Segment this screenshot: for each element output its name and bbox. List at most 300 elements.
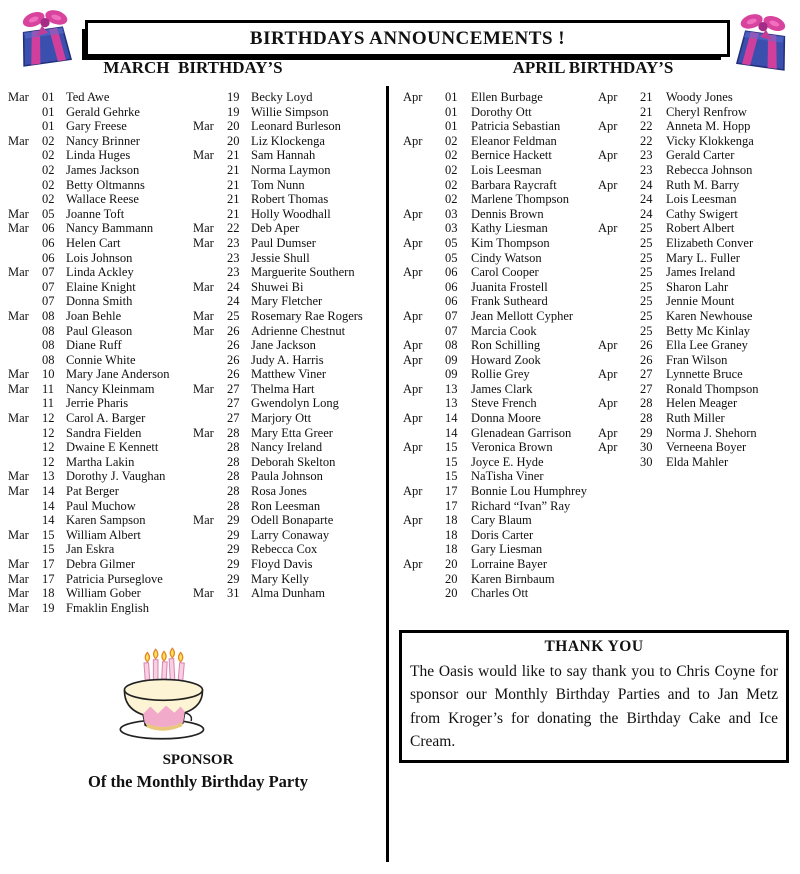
birthday-month (193, 367, 227, 382)
birthday-month (8, 105, 42, 120)
birthday-row (193, 528, 383, 543)
birthday-month: Mar (8, 469, 29, 484)
birthday-month: Apr (403, 440, 423, 455)
birthday-month (8, 251, 42, 266)
birthday-row (403, 251, 595, 266)
birthday-month: Mar (8, 527, 29, 542)
birthday-month: Mar (193, 323, 214, 338)
birthday-row (403, 426, 595, 441)
birthday-row (403, 440, 595, 455)
birthday-name: NaTisha Viner (471, 469, 544, 484)
birthday-month (403, 426, 445, 441)
birthday-day: 26 (227, 323, 240, 338)
birthday-month (403, 586, 445, 601)
birthday-month: Mar (193, 425, 214, 440)
birthday-month (8, 236, 42, 251)
birthday-month: Mar (8, 586, 29, 601)
birthday-day: 08 (445, 338, 458, 353)
birthday-day: 03 (445, 206, 458, 221)
birthday-month: Apr (598, 90, 618, 104)
birthday-name: Leonard Burleson (251, 119, 341, 134)
birthday-name: Gary Freese (66, 119, 127, 134)
birthday-row (8, 294, 190, 309)
birthday-row (598, 396, 796, 411)
birthday-row (403, 396, 595, 411)
birthday-month (403, 163, 445, 178)
birthday-name: Lois Leesman (471, 162, 542, 177)
birthday-month: Mar (8, 600, 29, 615)
birthday-name: Karen Sampson (66, 513, 146, 528)
birthday-row (193, 163, 383, 178)
birthday-name: Thelma Hart (251, 381, 315, 396)
birthday-name: Betty Mc Kinlay (666, 323, 751, 338)
birthday-day: 14 (445, 411, 458, 426)
birthday-day: 25 (640, 250, 653, 265)
birthday-month (193, 396, 227, 411)
birthday-row (8, 280, 190, 295)
birthday-day: 01 (445, 90, 458, 104)
birthday-row (403, 280, 595, 295)
birthday-month (193, 251, 227, 266)
birthday-row (598, 309, 796, 324)
birthday-name: Marcia Cook (471, 323, 537, 338)
birthday-name: Rebecca Cox (251, 542, 318, 557)
birthday-day: 02 (445, 133, 458, 148)
birthday-month (8, 324, 42, 339)
birthday-day: 02 (445, 148, 458, 163)
birthday-name: Betty Oltmanns (66, 177, 145, 192)
birthday-name: Paul Gleason (66, 323, 133, 338)
birthday-day: 22 (640, 133, 653, 148)
birthday-month (598, 163, 640, 178)
birthday-name: Mary Etta Greer (251, 425, 333, 440)
birthday-month: Mar (193, 586, 214, 601)
birthday-name: Dorothy J. Vaughan (66, 469, 166, 484)
birthday-day: 01 (445, 104, 458, 119)
page-title-box (85, 20, 730, 57)
birthday-row (8, 513, 190, 528)
birthday-month (193, 484, 227, 499)
birthday-month: Mar (8, 133, 29, 148)
thank-you-box (399, 630, 789, 763)
birthday-row (193, 90, 383, 105)
birthday-row (403, 148, 595, 163)
birthday-day: 08 (42, 338, 55, 353)
birthday-name: Cheryl Renfrow (666, 104, 747, 119)
birthday-day: 06 (445, 294, 458, 309)
birthday-name: Donna Smith (66, 294, 133, 309)
birthday-name: Glenadean Garrison (471, 425, 572, 440)
birthday-day: 27 (640, 381, 653, 396)
birthday-name: Patricia Sebastian (471, 119, 561, 134)
birthday-row (403, 572, 595, 587)
birthday-name: Deborah Skelton (251, 454, 336, 469)
birthday-day: 09 (445, 367, 458, 382)
birthday-day: 30 (640, 440, 653, 455)
birthday-row (8, 192, 190, 207)
birthday-row (8, 324, 190, 339)
birthday-month: Mar (193, 221, 214, 236)
birthday-row (598, 236, 796, 251)
birthday-name: Charles Ott (471, 586, 529, 601)
birthday-row (8, 411, 190, 426)
birthday-row (403, 542, 595, 557)
birthday-day: 25 (640, 294, 653, 309)
birthday-month (193, 192, 227, 207)
birthday-name: Marguerite Southern (251, 265, 355, 280)
birthday-month (8, 513, 42, 528)
birthday-day: 18 (445, 513, 458, 528)
birthday-name: Tom Nunn (251, 177, 305, 192)
birthday-month: Apr (598, 440, 618, 455)
birthday-day: 24 (640, 192, 653, 207)
birthday-day: 01 (42, 119, 55, 134)
birthday-row (403, 513, 595, 528)
birthday-name: Ellen Burbage (471, 90, 543, 104)
birthday-month (403, 542, 445, 557)
birthday-month (598, 236, 640, 251)
birthday-month (193, 294, 227, 309)
birthday-name: William Gober (66, 586, 141, 601)
birthday-row (403, 134, 595, 149)
birthday-name: Nancy Bammann (66, 221, 154, 236)
birthday-day: 29 (227, 527, 240, 542)
birthday-name: Sandra Fielden (66, 425, 142, 440)
birthday-name: Joyce E. Hyde (471, 454, 544, 469)
birthday-month: Apr (403, 352, 423, 367)
birthday-cake-icon (112, 642, 216, 744)
birthday-day: 02 (445, 192, 458, 207)
birthday-day: 09 (445, 352, 458, 367)
birthday-name: Rebecca Johnson (666, 162, 753, 177)
birthday-row (193, 280, 383, 295)
birthday-row (8, 178, 190, 193)
birthday-name: Jerrie Pharis (66, 396, 129, 411)
birthday-row (8, 382, 190, 397)
birthday-day: 24 (227, 294, 240, 309)
birthday-row (598, 353, 796, 368)
birthday-row (403, 265, 595, 280)
birthday-name: Dwaine E Kennett (66, 440, 159, 455)
birthday-row (403, 221, 595, 236)
birthday-name: Fran Wilson (666, 352, 728, 367)
birthday-day: 13 (42, 469, 55, 484)
birthday-name: Elda Mahler (666, 454, 729, 469)
birthday-month (8, 455, 42, 470)
birthday-row (403, 163, 595, 178)
birthday-name: Adrienne Chestnut (251, 323, 346, 338)
birthday-month (193, 440, 227, 455)
birthday-name: Rosemary Rae Rogers (251, 308, 363, 323)
birthday-month: Apr (598, 119, 618, 134)
birthday-month (193, 542, 227, 557)
birthday-name: Matthew Viner (251, 367, 327, 382)
birthday-row (193, 396, 383, 411)
birthday-day: 20 (227, 119, 240, 134)
birthday-day: 07 (42, 279, 55, 294)
birthday-name: Nancy Brinner (66, 133, 140, 148)
birthday-day: 21 (227, 177, 240, 192)
birthday-name: Bonnie Lou Humphrey (471, 484, 587, 499)
birthday-name: Holly Woodhall (251, 206, 331, 221)
birthday-day: 18 (445, 527, 458, 542)
birthday-row (193, 484, 383, 499)
birthday-day: 24 (227, 279, 240, 294)
birthday-row (403, 105, 595, 120)
birthday-row (193, 469, 383, 484)
birthday-day: 23 (640, 162, 653, 177)
birthday-month: Mar (8, 557, 29, 571)
birthday-name: Karen Birnbaum (471, 571, 555, 586)
birthday-row (403, 236, 595, 251)
birthday-day: 22 (640, 119, 653, 134)
birthday-day: 21 (227, 206, 240, 221)
birthday-day: 29 (227, 571, 240, 586)
birthday-month (403, 396, 445, 411)
birthday-day: 28 (227, 484, 240, 499)
birthday-month (403, 499, 445, 514)
birthday-row (403, 499, 595, 514)
birthday-name: Helen Cart (66, 235, 121, 250)
birthday-row (403, 90, 595, 105)
birthday-row (8, 134, 190, 149)
birthday-month (8, 178, 42, 193)
birthday-month: Apr (403, 133, 423, 148)
birthday-row (8, 469, 190, 484)
birthday-name: Bernice Hackett (471, 148, 552, 163)
birthday-month (598, 411, 640, 426)
birthday-row (193, 382, 383, 397)
birthday-row (193, 309, 383, 324)
birthday-day: 02 (445, 177, 458, 192)
birthday-row (598, 324, 796, 339)
birthday-day: 21 (227, 148, 240, 163)
birthday-row (193, 367, 383, 382)
birthday-row (8, 251, 190, 266)
birthday-month (8, 294, 42, 309)
birthday-month: Mar (8, 221, 29, 236)
birthday-row (8, 221, 190, 236)
birthday-name: Veronica Brown (471, 440, 553, 455)
birthday-month (403, 105, 445, 120)
thank-you-body: The Oasis would like to say thank you to Chris Coyne for sponsor our Monthly Birthday Parties and to Jan Metz from Kroger’s for donating the Birthday Cake and Ice Cream. (410, 663, 778, 750)
birthday-day: 29 (227, 557, 240, 571)
birthday-day: 05 (42, 206, 55, 221)
birthday-day: 24 (640, 177, 653, 192)
birthday-month (8, 338, 42, 353)
birthday-month (193, 455, 227, 470)
birthday-name: Nancy Ireland (251, 440, 323, 455)
birthday-row (8, 542, 190, 557)
birthday-row (8, 499, 190, 514)
birthday-month (598, 105, 640, 120)
march-heading: MARCH BIRTHDAY’S (103, 58, 283, 77)
birthday-row (8, 572, 190, 587)
birthday-day: 07 (42, 294, 55, 309)
birthday-day: 25 (640, 235, 653, 250)
birthday-name: Paula Johnson (251, 469, 323, 484)
birthday-day: 20 (445, 571, 458, 586)
birthday-day: 21 (640, 104, 653, 119)
birthday-name: Ella Lee Graney (666, 338, 748, 353)
birthday-month (598, 207, 640, 222)
birthday-day: 11 (42, 381, 55, 396)
birthday-row (598, 367, 796, 382)
birthday-name: Fmaklin English (66, 600, 149, 615)
birthday-month (193, 178, 227, 193)
birthday-row (193, 265, 383, 280)
birthday-month (598, 382, 640, 397)
birthday-name: Rosa Jones (251, 484, 307, 499)
birthday-name: Jan Eskra (66, 542, 115, 557)
birthday-month: Apr (403, 338, 423, 353)
birthday-day: 10 (42, 367, 55, 382)
birthday-name: Diane Ruff (66, 338, 122, 353)
birthday-month: Apr (403, 206, 423, 221)
birthday-name: Juanita Frostell (471, 279, 548, 294)
birthday-row (193, 586, 383, 601)
birthday-day: 01 (42, 104, 55, 119)
birthday-name: Cathy Swigert (666, 206, 738, 221)
birthday-name: Paul Muchow (66, 498, 136, 513)
birthday-name: Lois Leesman (666, 192, 737, 207)
birthday-row (403, 586, 595, 601)
birthday-month: Mar (8, 411, 29, 426)
birthday-name: Floyd Davis (251, 557, 313, 571)
birthday-day: 30 (640, 454, 653, 469)
birthday-row (403, 353, 595, 368)
birthday-day: 06 (42, 221, 55, 236)
birthday-row (8, 557, 190, 572)
birthday-row (193, 440, 383, 455)
birthday-row (193, 542, 383, 557)
birthday-row (193, 105, 383, 120)
birthday-name: Jennie Mount (666, 294, 735, 309)
birthday-month (8, 396, 42, 411)
birthday-day: 23 (227, 250, 240, 265)
birthday-month (598, 324, 640, 339)
birthday-day: 15 (445, 469, 458, 484)
birthday-name: Lynnette Bruce (666, 367, 743, 382)
birthday-name: Frank Sutheard (471, 294, 548, 309)
birthday-day: 21 (640, 90, 653, 104)
birthday-row (8, 119, 190, 134)
birthday-day: 02 (42, 177, 55, 192)
birthday-name: Jane Jackson (251, 338, 316, 353)
birthday-name: Mary Fletcher (251, 294, 323, 309)
birthday-month (403, 294, 445, 309)
birthday-day: 07 (42, 265, 55, 280)
birthday-row (598, 192, 796, 207)
birthday-day: 27 (227, 411, 240, 426)
birthday-row (8, 440, 190, 455)
birthday-name: Ted Awe (66, 90, 110, 104)
birthday-day: 15 (42, 527, 55, 542)
birthday-month (193, 572, 227, 587)
birthday-name: Martha Lakin (66, 454, 135, 469)
birthday-name: Wallace Reese (66, 192, 139, 207)
birthday-row (8, 353, 190, 368)
birthday-row (193, 411, 383, 426)
birthday-name: Mary L. Fuller (666, 250, 740, 265)
birthday-day: 14 (42, 484, 55, 499)
birthday-day: 29 (227, 513, 240, 528)
birthday-day: 02 (42, 192, 55, 207)
birthday-name: Ruth M. Barry (666, 177, 740, 192)
birthday-day: 20 (445, 557, 458, 571)
birthday-row (598, 148, 796, 163)
birthday-name: Joanne Toft (66, 206, 125, 221)
birthday-name: Alma Dunham (251, 586, 325, 601)
birthday-name: Lorraine Bayer (471, 557, 548, 571)
birthday-row (8, 148, 190, 163)
birthday-name: Mary Kelly (251, 571, 309, 586)
birthday-name: Elaine Knight (66, 279, 136, 294)
birthday-name: Carol Cooper (471, 265, 539, 280)
birthday-day: 31 (227, 586, 240, 601)
birthday-name: Cindy Watson (471, 250, 542, 265)
birthday-row (403, 455, 595, 470)
birthday-month (403, 221, 445, 236)
birthday-name: Verneena Boyer (666, 440, 747, 455)
birthday-row (8, 484, 190, 499)
birthday-row (8, 265, 190, 280)
birthday-day: 01 (42, 90, 55, 104)
birthday-month (8, 148, 42, 163)
birthday-name: Sharon Lahr (666, 279, 729, 294)
birthday-day: 08 (42, 352, 55, 367)
birthday-row (598, 440, 796, 455)
birthday-day: 20 (445, 586, 458, 601)
birthday-row (598, 382, 796, 397)
birthday-month (403, 251, 445, 266)
birthday-day: 06 (445, 279, 458, 294)
april-list-column-2 (598, 90, 796, 469)
birthday-day: 02 (42, 162, 55, 177)
birthday-row (403, 367, 595, 382)
sponsor-label: SPONSOR (162, 752, 234, 768)
birthday-month (193, 557, 227, 572)
birthday-row (8, 396, 190, 411)
birthday-row (403, 309, 595, 324)
birthday-row (598, 265, 796, 280)
birthday-name: Linda Huges (66, 148, 131, 163)
birthday-month (193, 528, 227, 543)
birthday-row (8, 236, 190, 251)
birthday-day: 14 (42, 513, 55, 528)
birthday-month (403, 455, 445, 470)
birthday-name: Debra Gilmer (66, 557, 136, 571)
birthday-row (193, 557, 383, 572)
birthday-name: Dorothy Ott (471, 104, 532, 119)
birthday-name: Ron Schilling (471, 338, 541, 353)
birthday-row (193, 513, 383, 528)
birthday-name: Doris Carter (471, 527, 534, 542)
birthday-row (193, 236, 383, 251)
birthday-name: Woody Jones (666, 90, 733, 104)
birthday-day: 20 (227, 133, 240, 148)
birthday-day: 24 (640, 206, 653, 221)
birthday-row (193, 426, 383, 441)
birthday-day: 15 (42, 542, 55, 557)
birthday-day: 08 (42, 308, 55, 323)
birthday-day: 12 (42, 425, 55, 440)
birthday-row (598, 251, 796, 266)
birthday-row (598, 280, 796, 295)
birthday-month: Apr (598, 148, 618, 163)
birthday-day: 07 (445, 308, 458, 323)
birthday-name: Norma J. Shehorn (666, 425, 757, 440)
